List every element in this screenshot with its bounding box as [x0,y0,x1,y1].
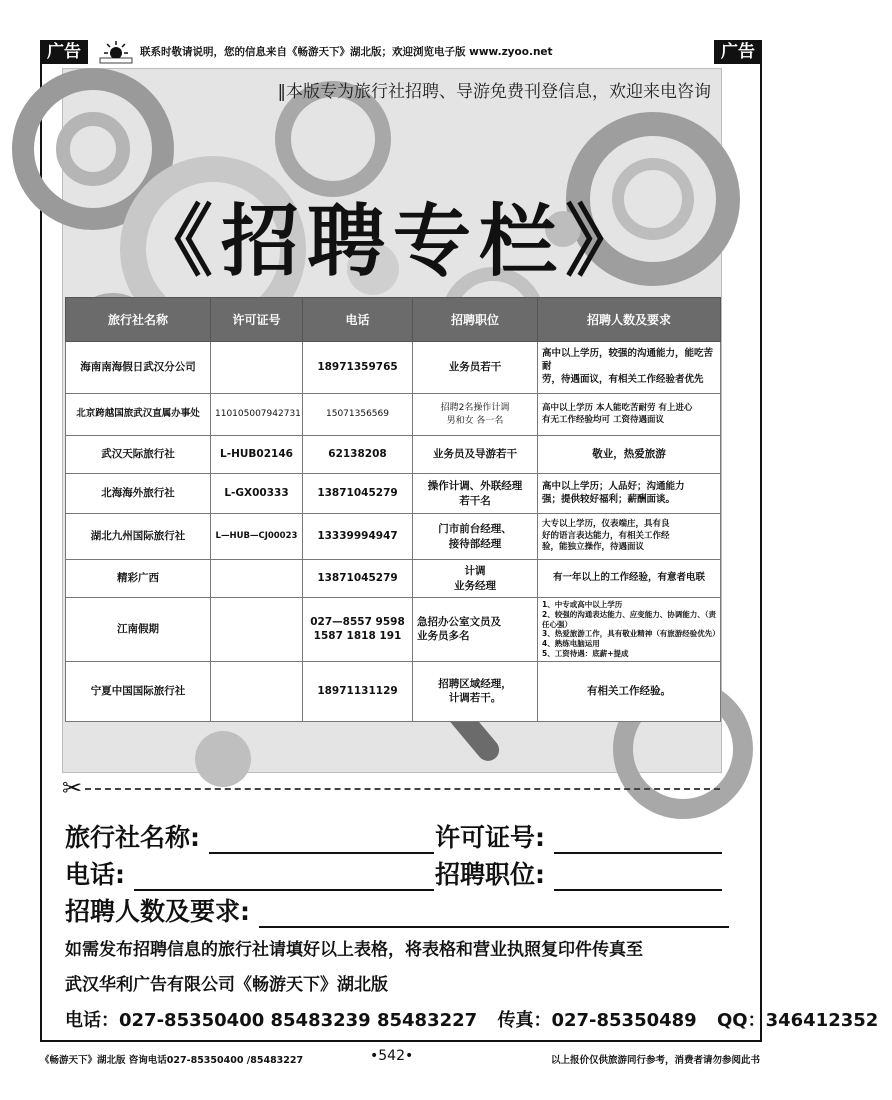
phone-number: 13871045279 [303,560,413,598]
position-label: 招聘职位: [435,860,545,889]
phone-line: 027—8557 9598 [310,616,405,629]
contact-fax: 传真：027-85350489 [497,1010,697,1031]
phone-number: 13871045279 [303,474,413,514]
contact-qq: QQ：346412352 [716,1010,879,1031]
contact-phone: 电话：027-85350400 85483239 85483227 [65,1010,478,1031]
banner-subtitle: ‖本版专为旅行社招聘、导游免费刊登信息，欢迎来电咨询 [277,82,711,102]
req-line: 强；提供较好福利；薪酬面谈。 [542,493,676,505]
table-row [66,560,721,598]
job-requirements [538,474,721,514]
form-license-row [435,818,722,854]
req-line: 劳，待遇面议，有相关工作经验者优先 [542,373,704,385]
agency-name: 北京跨越国旅武汉直属办事处 [66,394,211,436]
position-line: 业务经理 [454,579,496,592]
job-position [413,661,538,721]
top-header [40,40,762,64]
position-line: 招聘2名操作计调 [440,403,510,414]
phone-number: 15071356569 [303,394,413,436]
top-notice: 联系时敬请说明，您的信息来自《畅游天下》湖北版；欢迎浏览电子版 www.zyoo.net [140,46,553,58]
form-position-row [435,855,722,891]
req-line: 有无工作经验均可 工资待遇面议 [542,414,664,425]
footer-right: 以上报价仅供旅游同行参考，消费者请勿参阅此书 [550,1055,760,1066]
job-requirements [538,436,721,474]
license-blank[interactable] [554,832,722,854]
req-line: 4、熟练电脑运用 [542,639,600,648]
position-line: 男和女 各一名 [446,415,504,426]
company-name: 武汉华利广告有限公司《畅游天下》湖北版 [65,975,388,995]
req-line: 1、中专或高中以上学历 [542,600,623,609]
job-position [413,394,538,436]
job-requirements [538,598,721,662]
req-line: 高中以上学历 本人能吃苦耐劳 有上进心 [542,403,693,414]
table-row [66,436,721,474]
req-line: 5、工资待遇：底薪+提成 [542,648,629,658]
scissors-icon: ✂ [62,774,83,802]
agency-name: 宁夏中国国际旅行社 [66,661,211,721]
table-row [66,514,721,560]
ad-tag-right: 广告 [714,40,762,64]
job-position: 业务员若干 [413,342,538,394]
contact-line [65,1006,892,1032]
agency-name: 湖北九州国际旅行社 [66,514,211,560]
phone-number [303,598,413,662]
job-position [413,514,538,560]
req-line: 3、热爱旅游工作，具有敬业精神（有旅游经验优先） [542,629,720,639]
table-row [66,342,721,394]
req-line: 2、较强的沟通表达能力、应变能力、协调能力、（责任心强） [542,609,716,629]
license-number: L—HUB—CJ00023 [211,514,303,560]
job-requirements [538,342,721,394]
agency-label: 旅行社名称: [65,823,200,852]
req-line: 好的语言表达能力，有相关工作经 [542,530,670,541]
col-header-position: 招聘职位 [413,298,538,342]
table-row [66,394,721,436]
frame-bottom-border [40,1040,762,1042]
dashed-cut-line [85,788,720,790]
frame-right-border [760,64,762,1040]
col-header-requirements: 招聘人数及要求 [538,298,721,342]
req-line: 敬业，热爱旅游 [592,448,666,461]
position-line: 计调若干。 [448,692,502,704]
agency-blank[interactable] [209,832,434,854]
license-number: 110105007942731 [211,394,303,436]
form-phone-row [65,855,434,891]
fax-instruction: 如需发布招聘信息的旅行社请填好以上表格，将表格和营业执照复印件传真至 [65,940,643,960]
agency-name: 精彩广西 [66,560,211,598]
position-line: 门市前台经理、 [438,523,512,536]
job-requirements [538,661,721,721]
col-header-phone: 电话 [303,298,413,342]
req-line: 高中以上学历，较强的沟通能力，能吃苦耐 [542,348,714,373]
req-line: 有一年以上的工作经验，有意者电联 [552,572,705,584]
req-line: 高中以上学历；人品好；沟通能力 [542,480,685,492]
job-position [413,474,538,514]
job-position [413,598,538,662]
agency-name: 北海海外旅行社 [66,474,211,514]
col-header-license: 许可证号 [211,298,303,342]
col-header-agency: 旅行社名称 [66,298,211,342]
position-line: 业务员多名 [417,630,470,643]
position-line: 急招办公室文员及 [417,616,501,629]
phone-number: 13339994947 [303,514,413,560]
phone-number: 62138208 [303,436,413,474]
phone-number: 18971359765 [303,342,413,394]
phone-number: 18971131129 [303,661,413,721]
license-number [211,598,303,662]
table-header-row [66,298,721,342]
req-line: 有相关工作经验。 [587,684,671,697]
license-number [211,342,303,394]
agency-name: 武汉天际旅行社 [66,436,211,474]
agency-name: 海南南海假日武汉分公司 [66,342,211,394]
requirements-label: 招聘人数及要求: [65,897,250,926]
sun-logo-icon [96,40,136,64]
license-number: L-GX00333 [211,474,303,514]
requirements-blank[interactable] [259,906,729,928]
job-requirements [538,514,721,560]
agency-name: 江南假期 [66,598,211,662]
position-line: 招聘区域经理， [438,677,512,690]
license-number [211,661,303,721]
recruitment-table [65,297,721,722]
form-agency-row [65,818,434,854]
job-requirements [538,394,721,436]
table-row [66,598,721,662]
footer-left: 《畅游天下》湖北版 咨询电话027-85350400 /85483227 [40,1055,304,1066]
table-row [66,661,721,721]
position-line: 操作计调、外联经理 [427,480,523,493]
page-title: 《招聘专栏》 [134,197,651,287]
position-line: 若干名 [459,494,491,507]
phone-line: 1587 1818 191 [313,630,402,643]
req-line: 大专以上学历，仪表端庄，具有良 [542,519,670,530]
form-requirements-row [65,892,729,928]
req-line: 验，能独立操作，待遇面议 [542,542,645,553]
job-position [413,560,538,598]
job-position: 业务员及导游若干 [413,436,538,474]
phone-label: 电话: [65,860,125,889]
position-line: 接待部经理 [448,537,502,550]
license-number [211,560,303,598]
page-number: •542• [370,1048,414,1064]
position-blank[interactable] [554,869,722,891]
phone-blank[interactable] [134,869,434,891]
ad-tag-left: 广告 [40,40,88,64]
table-row [66,474,721,514]
license-number: L-HUB02146 [211,436,303,474]
license-label: 许可证号: [435,823,545,852]
position-line: 计调 [464,565,486,578]
job-requirements [538,560,721,598]
